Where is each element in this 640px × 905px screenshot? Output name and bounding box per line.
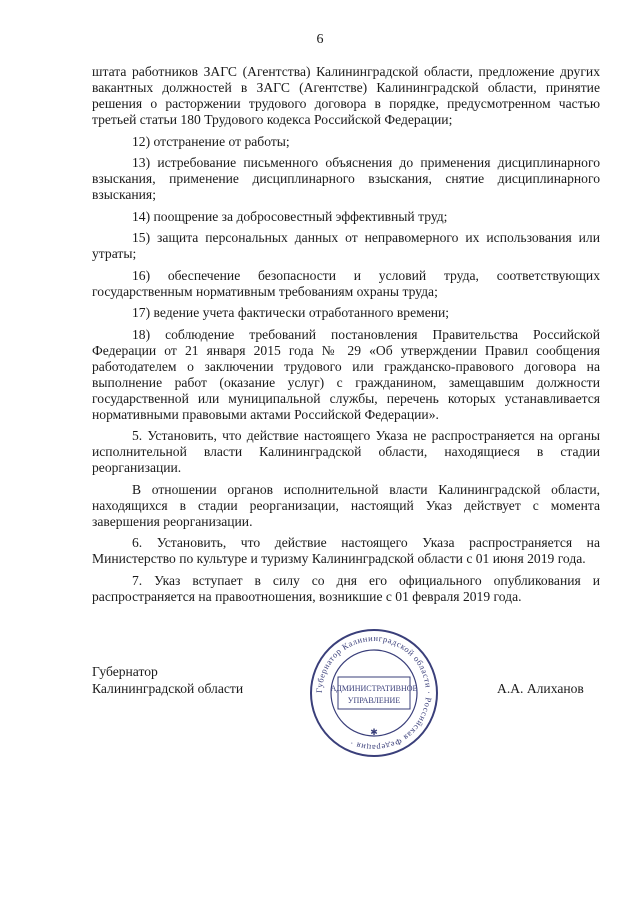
official-seal xyxy=(308,627,440,759)
paragraph: 6. Установить, что действие настоящего Указа распространяется на Министерство по культуре и туризму Калининградской области с 01 июня 2019 года. xyxy=(92,535,600,566)
paragraph: 12) отстранение от работы; xyxy=(132,133,290,149)
seal-inner-ring xyxy=(331,650,417,736)
signature-title-line: Губернатор xyxy=(92,664,158,679)
signature-title-line: Калининградской области xyxy=(92,681,244,696)
paragraph: 16) обеспечение безопасности и условий труда, соответствующих государственным нормативным требованиям охраны труда; xyxy=(92,267,600,299)
seal-ring-text: Губернатор Калининградской области · Российская Федерация · xyxy=(313,632,435,754)
paragraph: В отношении органов исполнительной власти Калининградской области, находящихся в стадии реорганизации, настоящий Указ действует с момента завершения реорганизации. xyxy=(92,481,600,529)
seal-star-icon: ✱ xyxy=(370,728,378,738)
paragraph: 5. Установить, что действие настоящего Указа не распространяется на органы исполнительной власти Калининградской области, находящиеся в стадии реорганизации. xyxy=(92,428,600,475)
seal-center-line1: АДМИНИСТРАТИВНОЕ xyxy=(330,684,418,693)
paragraph: штата работников ЗАГС (Агентства) Калининградской области, предложение других вакантных должностей в ЗАГС (Агентстве) Калининградской области, принятие решения о расторжении трудового договора в порядке, предусмотренном частью третьей статьи 180 Трудового кодекса Российской Федерации; xyxy=(92,64,600,127)
page-number: 6 xyxy=(316,32,324,47)
paragraph: 13) истребование письменного объяснения до применения дисциплинарного взыскания, применение дисциплинарного взыскания, снятие дисциплинарного взыскания; xyxy=(92,155,600,202)
seal-center-line2: УПРАВЛЕНИЕ xyxy=(347,696,401,705)
paragraph: 15) защита персональных данных от неправомерного их использования или утраты; xyxy=(92,230,600,261)
paragraph: 14) поощрение за добросовестный эффективный труд; xyxy=(132,208,448,224)
paragraph: 7. Указ вступает в силу со дня его официального опубликования и распространяется на правоотношения, возникшие с 01 февраля 2019 года. xyxy=(92,572,600,604)
paragraph: 18) соблюдение требований постановления Правительства Российской Федерации от 21 января 2015 года № 29 «Об утверждении Правил сообщения работодателем о заключении трудового или гражданско-правового договора на выполнение работ (оказание услуг) с гражданином, замещавшим должности государственной или муниципальной службы, перечень которых устанавливается нормативными правовыми актами Российской Федерации». xyxy=(92,326,600,422)
signatory-name: А.А. Алиханов xyxy=(497,681,584,696)
paragraph: 17) ведение учета фактически отработанного времени; xyxy=(132,305,450,320)
document-body xyxy=(92,64,600,610)
signature-title xyxy=(92,663,243,697)
